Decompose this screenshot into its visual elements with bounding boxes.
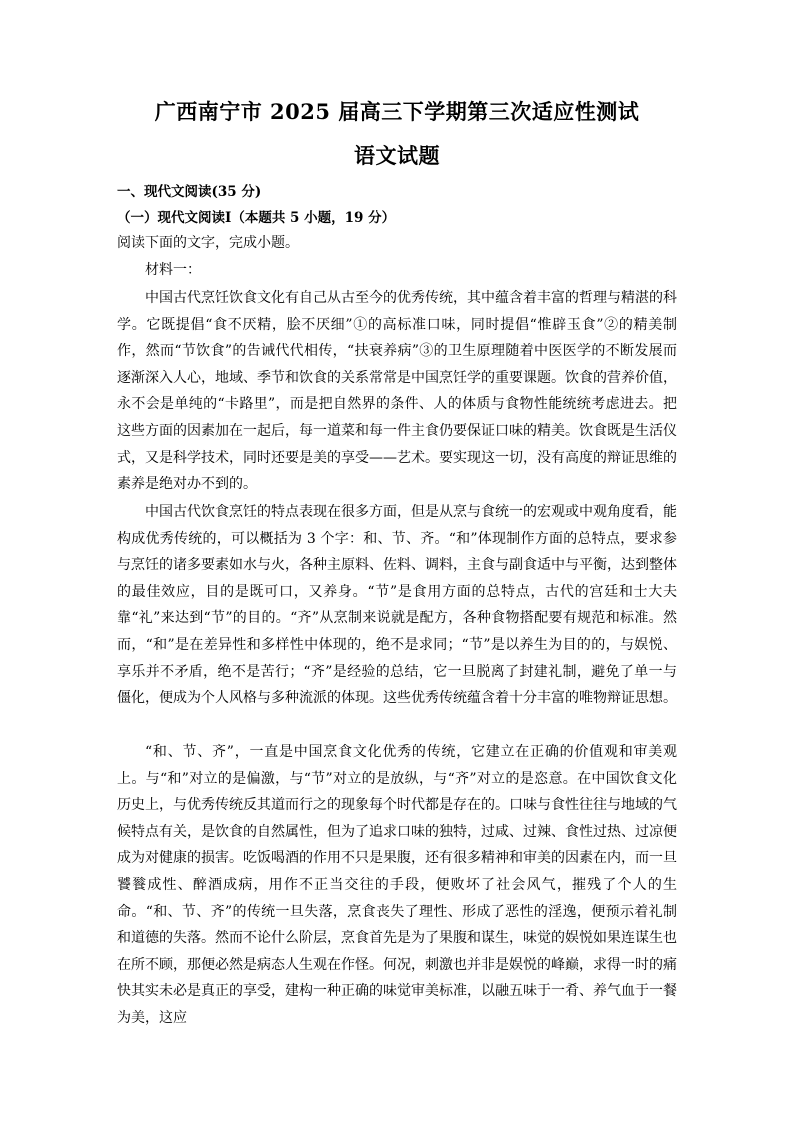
body-paragraph: “和、节、齐”，一直是中国烹食文化优秀的传统，它建立在正确的价值观和审美观上。与“和”对立的是偏激，与“节”对立的是放纵，与“齐”对立的是恣意。在中国饮食文化历史上，与优秀传统反其道而行之的现象每个时代都是存在的。口味与食性往往与地域的气候特点有关，是饮食的自然属性，但为了追求口味的独特，过咸、过辣、食性过热、过凉便成为对健康的损害。吃饭喝酒的作用不只是果腹，还有很多精神和审美的因素在内，而一旦饕餮成性、醉酒成病，用作不正当交往的手段，便败坏了社会风气，摧残了个人的生命。“和、节、齐”的传统一旦失落，烹食丧失了理性、形成了恶性的淫逸，便预示着礼制和道德的失落。然而不论什么阶层，烹食首先是为了果腹和谋生，味觉的娱悦如果连谋生也在所不顾，那便必然是病态人生观在作怪。何况，刺激也并非是娱悦的峰巅，求得一时的痛快其实未必是真正的享受，建构一种正确的味觉审美标准，以融五味于一肴、养气血于一餐为美，这应 xyxy=(117,744,677,1026)
section-heading: 一、现代文阅读(35 分) xyxy=(117,184,262,200)
exam-subtitle: 语文试题 xyxy=(354,143,440,168)
body-paragraph: 中国古代烹饪饮食文化有自己从古至今的优秀传统，其中蕴含着丰富的哲理与精湛的科学。它既提倡“食不厌精，脍不厌细”①的高标准口味，同时提倡“惟辟玉食”②的精美制作，然而“节饮食”的告诫代代相传，“扶衰养病”③的卫生原理随着中医医学的不断发展而逐渐深入人心，地域、季节和饮食的关系常常是中国烹饪学的重要课题。饮食的营养价值，永不会是单纯的“卡路里”，而是把自然界的条件、人的体质与食物性能统统考虑进去。把这些方面的因素加在一起后，每一道菜和每一件主食仍要保证口味的精美。饮食既是生活仪式，又是科学技术，同时还要是美的享受——艺术。要实现这一切，没有高度的辩证思维的素养是绝对办不到的。 xyxy=(117,290,677,493)
subsection-heading: （一）现代文阅读Ⅰ（本题共 5 小题，19 分） xyxy=(117,210,396,226)
material-label: 材料一： xyxy=(145,262,201,278)
reading-instruction: 阅读下面的文字，完成小题。 xyxy=(117,235,299,251)
exam-title: 广西南宁市 2025 届高三下学期第三次适应性测试 xyxy=(154,99,640,124)
body-paragraph: 中国古代饮食烹饪的特点表现在很多方面，但是从烹与食统一的宏观或中观角度看，能构成优秀传统的，可以概括为 3 个字：和、节、齐。“和”体现制作方面的总特点，要求参与烹饪的诸多要素如水与火，各种主原料、佐料、调料，主食与副食适中与平衡，达到整体的最佳效应，目的是既可口，又养身。“节”是食用方面的总特点，古代的宫廷和士大夫靠“礼”来达到“节”的目的。“齐”从烹制来说就是配方，各种食物搭配要有规范和标准。然而，“和”是在差异性和多样性中体现的，绝不是求同；“节”是以养生为目的的，与娱悦、享乐并不矛盾，绝不是苦行；“齐”是经验的总结，它一旦脱离了封建礼制，避免了单一与僵化，便成为个人风格与多种流派的体现。这些优秀传统蕴含着十分丰富的唯物辩证思想。 xyxy=(117,504,677,707)
